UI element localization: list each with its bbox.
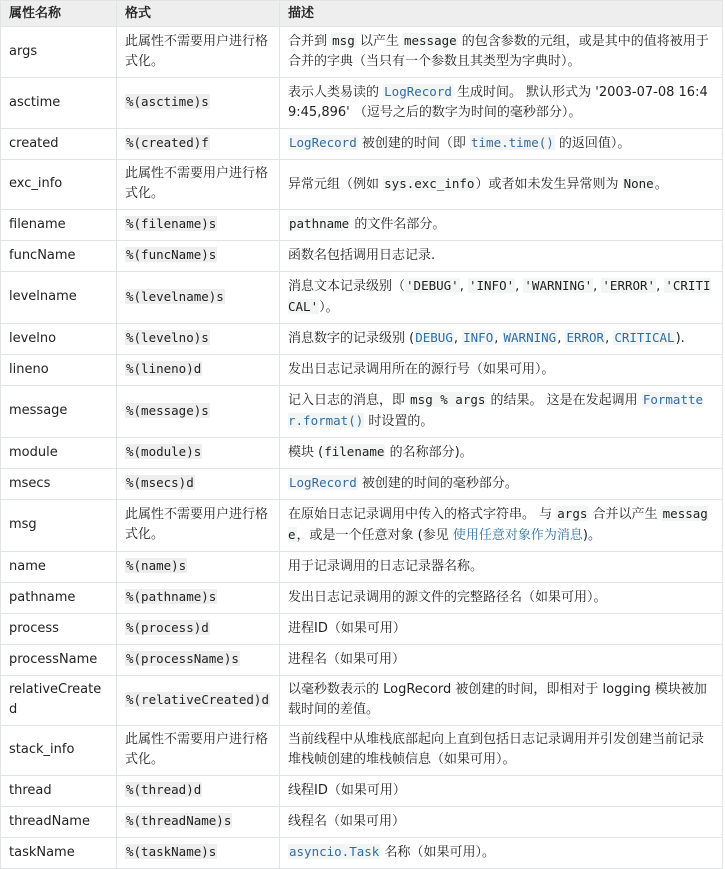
description-text: ). [675, 331, 685, 346]
table-row [1, 776, 723, 807]
description-text: , [515, 279, 524, 294]
description-text: 被创建的时间（即 [357, 136, 470, 151]
attribute-description [280, 500, 723, 552]
no-format-note: 此属性不需要用户进行格式化。 [125, 166, 269, 201]
attribute-format [117, 272, 280, 324]
attribute-name: stack_info [1, 726, 117, 776]
format-code: %(module)s [126, 444, 202, 459]
description-text: 线程名（如果可用） [288, 813, 406, 829]
format-code: %(levelno)s [126, 330, 209, 345]
format-code: %(filename)s [126, 216, 217, 231]
table-row [1, 241, 723, 272]
header-description: 描述 [280, 1, 723, 27]
description-text: 合并到 [288, 34, 332, 49]
attribute-description [280, 552, 723, 583]
format-code: %(relativeCreated)d [126, 691, 269, 707]
attribute-name: process [1, 614, 117, 645]
table-row [1, 355, 723, 386]
attribute-format [117, 776, 280, 807]
description-text: , [557, 331, 566, 346]
attribute-name: pathname [1, 583, 117, 614]
table-body [1, 27, 723, 869]
table-row [1, 160, 723, 210]
code-reference-link[interactable] [613, 331, 675, 346]
description-text: 的文件名部分。 [350, 217, 446, 232]
attribute-description [280, 645, 723, 676]
attribute-name: processName [1, 645, 117, 676]
attribute-description [280, 469, 723, 500]
attribute-name: asctime [1, 78, 117, 129]
inline-code: args [557, 506, 588, 521]
attribute-name: filename [1, 210, 117, 241]
attribute-description [280, 838, 723, 869]
description-text: 以产生 [355, 34, 403, 49]
attribute-name: args [1, 27, 117, 78]
description-text: , [459, 279, 468, 294]
description-text: 生成时间。 默认形式为 '2003-07-08 16:49:45,896' （逗号之后的数字为时间的毫秒部分）。 [288, 85, 708, 120]
reference-code: ERROR [566, 330, 605, 345]
description-text: , [656, 279, 665, 294]
attribute-name: taskName [1, 838, 117, 869]
description-text: , [453, 331, 463, 346]
attribute-name: msecs [1, 469, 117, 500]
description-text: 表示人类易读的 [288, 85, 384, 100]
description-text: 消息文本记录级别（ [288, 279, 406, 294]
attribute-name: threadName [1, 807, 117, 838]
attribute-format [117, 552, 280, 583]
description-text: 进程名（如果可用） [288, 651, 406, 667]
format-code: %(pathname)s [126, 589, 217, 604]
inline-code: 'DEBUG' [406, 278, 459, 293]
attribute-name: levelno [1, 324, 117, 355]
attribute-description [280, 324, 723, 355]
description-text: 的包含参数的元组，或是其中的值将被用于合并的字典（当只有一个参数且其类型为字典时）。 [288, 34, 709, 69]
attribute-name: levelname [1, 272, 117, 324]
description-text: 消息数字的记录级别 ( [288, 331, 415, 346]
code-reference-link[interactable] [503, 331, 558, 346]
code-reference-link[interactable] [470, 136, 555, 151]
description-text: 进程ID（如果可用） [288, 620, 406, 636]
inline-code: message [288, 506, 708, 542]
attribute-name: module [1, 438, 117, 469]
format-code: %(thread)d [126, 782, 202, 797]
table-row [1, 645, 723, 676]
inline-code: message [403, 33, 457, 48]
table-row [1, 726, 723, 776]
no-format-note: 此属性不需要用户进行格式化。 [125, 732, 269, 767]
attribute-format [117, 386, 280, 438]
table-row [1, 583, 723, 614]
description-text: 以毫秒数表示的 LogRecord 被创建的时间，即相对于 logging 模块被加载时间的差值。 [288, 682, 707, 717]
reference-code: LogRecord [289, 135, 357, 150]
description-text: 被创建的时间的毫秒部分。 [357, 476, 518, 491]
attribute-name: thread [1, 776, 117, 807]
attribute-name: exc_info [1, 160, 117, 210]
format-code: %(lineno)d [126, 361, 202, 376]
description-text: 记入日志的消息，即 [288, 393, 410, 408]
attribute-description [280, 27, 723, 78]
attribute-format [117, 726, 280, 776]
attribute-name: message [1, 386, 117, 438]
description-text: 线程ID（如果可用） [288, 782, 406, 798]
attribute-name: created [1, 129, 117, 160]
description-text: 异常元组（例如 [288, 176, 384, 192]
description-text: )。 [582, 528, 601, 543]
description-text: 的结果。 这是在发起调用 [486, 393, 642, 408]
attribute-description [280, 438, 723, 469]
description-text: ，或是一个任意对象 (参见 [296, 528, 453, 543]
description-text: 当前线程中从堆栈底部起向上直到包括日志记录调用并引发创建当前记录堆栈帧创建的堆栈帧信息（如果可用）。 [288, 732, 705, 767]
description-text: 模块 ( [288, 445, 324, 460]
doc-reference-link[interactable]: 使用任意对象作为消息 [452, 528, 583, 543]
format-code: %(funcName)s [126, 247, 217, 262]
attribute-description [280, 78, 723, 129]
attribute-description [280, 160, 723, 210]
table-row [1, 324, 723, 355]
description-text: 发出日志记录调用所在的源行号（如果可用）。 [288, 361, 555, 377]
attribute-description [280, 726, 723, 776]
inline-code: sys.exc_info [384, 175, 475, 191]
table-row [1, 676, 723, 726]
format-code: %(process)d [126, 620, 209, 635]
attribute-name: funcName [1, 241, 117, 272]
description-text: 函数名包括调用日志记录. [288, 247, 436, 263]
description-text: 的返回值）。 [554, 136, 631, 151]
format-code: %(msecs)d [126, 475, 194, 490]
attribute-format [117, 160, 280, 210]
reference-code: Formatter.format() [288, 392, 704, 428]
description-text: , [605, 331, 614, 346]
attribute-format [117, 438, 280, 469]
description-text: 合并以产生 [588, 507, 662, 522]
attribute-format [117, 469, 280, 500]
inline-code: 'WARNING' [524, 278, 593, 293]
reference-code: CRITICAL [614, 330, 675, 345]
attribute-name: msg [1, 500, 117, 552]
attribute-description [280, 807, 723, 838]
description-text: ）。 [319, 300, 339, 315]
attribute-description [280, 583, 723, 614]
reference-code: time.time() [471, 135, 554, 150]
table-row [1, 129, 723, 160]
format-code: %(name)s [126, 558, 187, 573]
description-text: , [494, 331, 503, 346]
attribute-format [117, 210, 280, 241]
inline-code: 'CRITICAL' [288, 278, 711, 314]
description-text: 名称（如果可用）。 [380, 845, 495, 860]
description-text: , [593, 279, 602, 294]
inline-code: pathname [289, 216, 350, 231]
format-code: %(asctime)s [126, 94, 209, 109]
attribute-description [280, 776, 723, 807]
code-reference-link[interactable] [383, 85, 453, 100]
format-code: %(created)f [126, 135, 209, 150]
attribute-description [280, 386, 723, 438]
code-reference-link[interactable] [288, 476, 358, 491]
reference-code: LogRecord [384, 84, 452, 99]
attribute-description [280, 676, 723, 726]
attribute-format [117, 838, 280, 869]
attribute-description [280, 272, 723, 324]
code-reference-link[interactable] [565, 331, 605, 346]
description-text: 在原始日志记录调用中传入的格式字符串。 与 [288, 507, 557, 522]
no-format-note: 此属性不需要用户进行格式化。 [125, 33, 269, 69]
attribute-name: lineno [1, 355, 117, 386]
attribute-format [117, 676, 280, 726]
table-row [1, 272, 723, 324]
attribute-format [117, 241, 280, 272]
reference-code: asyncio.Task [289, 844, 380, 859]
header-row [1, 1, 723, 27]
attribute-format [117, 500, 280, 552]
attribute-description [280, 210, 723, 241]
description-text: 。 [654, 176, 668, 192]
attribute-description [280, 614, 723, 645]
format-code: %(threadName)s [126, 813, 232, 828]
inline-code: msg [332, 33, 355, 48]
attribute-name: name [1, 552, 117, 583]
inline-code: 'ERROR' [602, 278, 656, 293]
table-row [1, 386, 723, 438]
attribute-description [280, 129, 723, 160]
attribute-description [280, 355, 723, 386]
table-row [1, 78, 723, 129]
attribute-description [280, 241, 723, 272]
description-text: ）或者如未发生异常则为 [475, 176, 623, 192]
no-format-note: 此属性不需要用户进行格式化。 [125, 507, 269, 542]
code-reference-link[interactable] [462, 331, 494, 346]
reference-code: DEBUG [415, 330, 453, 345]
reference-code: LogRecord [289, 475, 357, 490]
format-code: %(processName)s [126, 651, 239, 666]
attribute-name: relativeCreated [1, 676, 117, 726]
attribute-format [117, 27, 280, 78]
description-text: 时设置的。 [364, 414, 434, 429]
description-text: 的名称部分)。 [385, 445, 473, 460]
table-row [1, 500, 723, 552]
table-row [1, 469, 723, 500]
header-format: 格式 [117, 1, 280, 27]
attribute-format [117, 807, 280, 838]
table-row [1, 552, 723, 583]
code-reference-link[interactable] [288, 136, 358, 151]
inline-code: msg % args [410, 392, 486, 407]
attribute-format [117, 129, 280, 160]
format-code: %(taskName)s [126, 844, 217, 859]
inline-code: filename [324, 444, 385, 459]
attribute-format [117, 78, 280, 129]
inline-code: None [623, 175, 654, 191]
description-text: 发出日志记录调用的源文件的完整路径名（如果可用）。 [288, 589, 607, 605]
header-attribute-name: 属性名称 [1, 1, 117, 27]
attribute-format [117, 583, 280, 614]
reference-code: WARNING [503, 330, 557, 345]
table-row [1, 27, 723, 78]
table-row [1, 210, 723, 241]
table-row [1, 838, 723, 869]
table-row [1, 807, 723, 838]
format-code: %(levelname)s [126, 288, 224, 304]
table-row [1, 438, 723, 469]
table-header [1, 1, 723, 27]
attribute-format [117, 355, 280, 386]
description-text: 用于记录调用的日志记录器名称。 [288, 558, 484, 574]
format-code: %(message)s [126, 402, 209, 418]
inline-code: 'INFO' [468, 278, 515, 293]
attribute-format [117, 645, 280, 676]
attribute-format [117, 614, 280, 645]
table-row [1, 614, 723, 645]
attribute-format [117, 324, 280, 355]
reference-code: INFO [463, 330, 494, 345]
code-reference-link[interactable] [414, 331, 454, 346]
